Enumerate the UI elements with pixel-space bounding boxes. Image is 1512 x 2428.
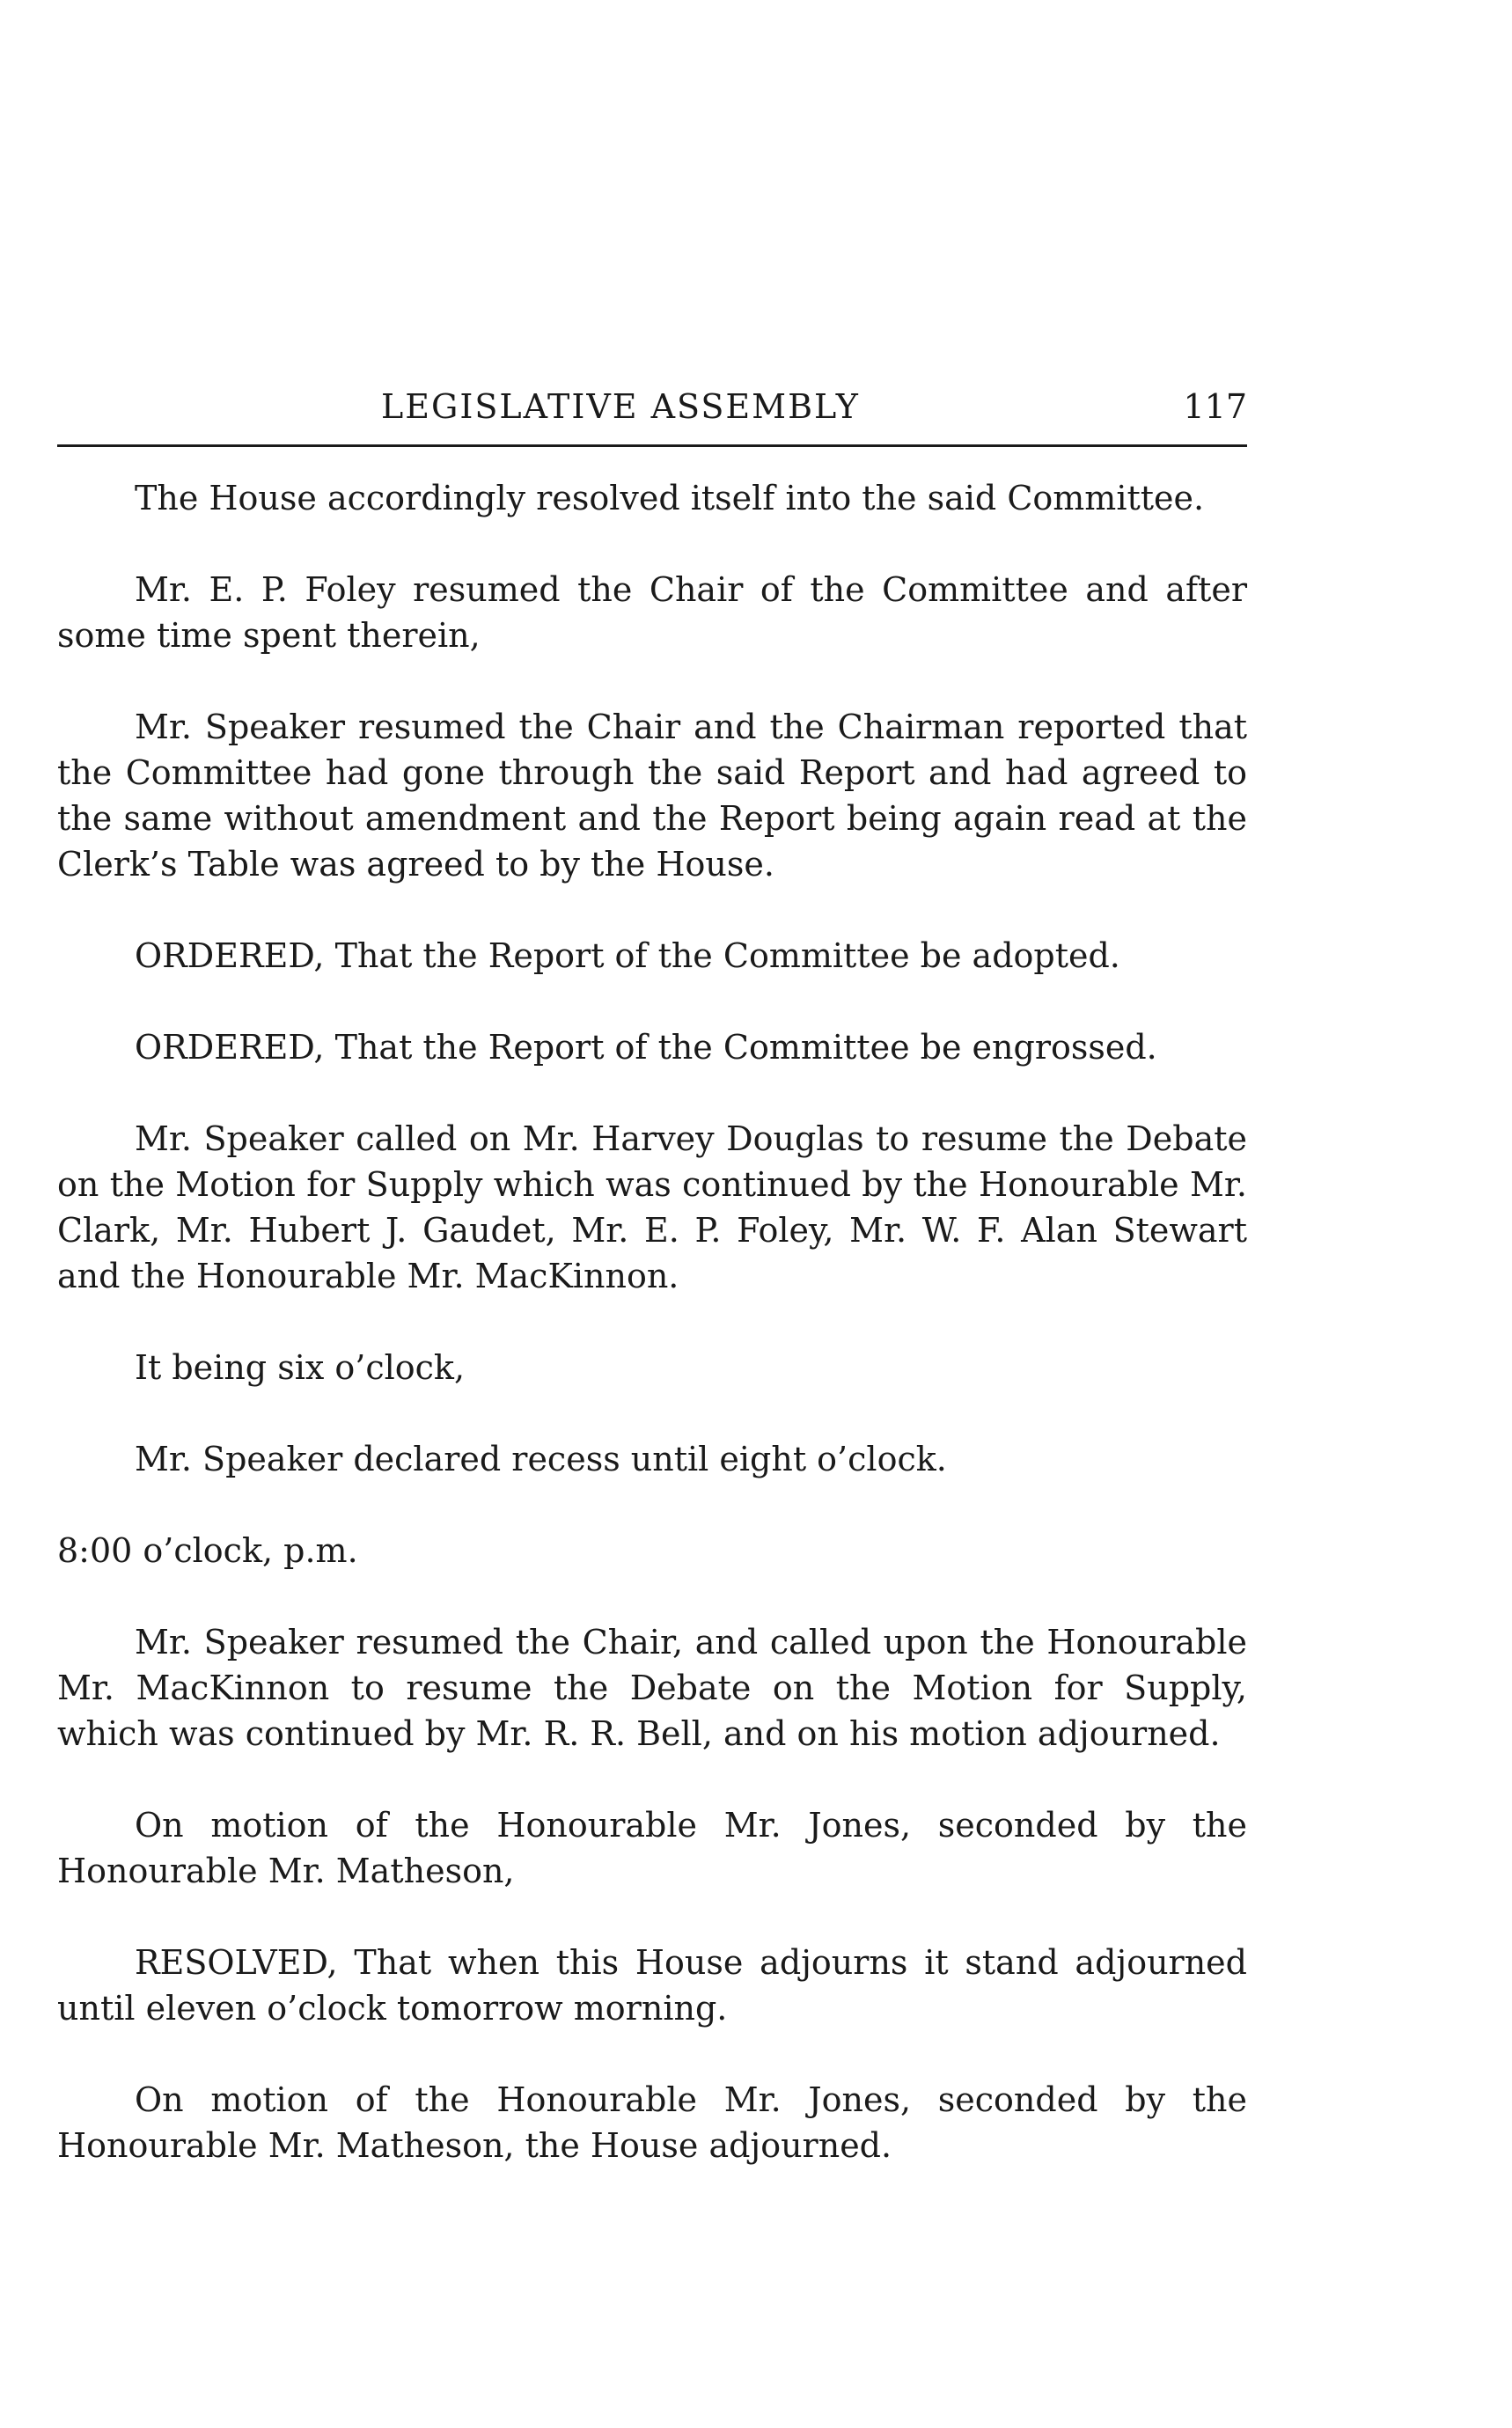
running-title: LEGISLATIVE ASSEMBLY [381,387,860,426]
paragraph: On motion of the Honourable Mr. Jones, seconded by the Honourable Mr. Matheson, [57,1806,1247,1890]
paragraph: RESOLVED, That when this House adjourns it stand adjourned until eleven o’clock tomorrow morning. [57,1943,1247,2028]
time-stamp: 8:00 o’clock, p.m. [57,1531,358,1570]
paragraph: On motion of the Honourable Mr. Jones, seconded by the Honourable Mr. Matheson, the House adjourned. [57,2080,1247,2165]
body-text [57,475,1247,2214]
paragraph: Mr. E. P. Foley resumed the Chair of the Committee and after some time spent therein, [57,570,1247,655]
paragraph: Mr. Speaker declared recess until eight o’clock. [135,1440,947,1478]
paragraph: It being six o’clock, [135,1348,466,1387]
document-page [57,0,1247,2428]
page-header [57,380,1247,433]
paragraph: The House accordingly resolved itself into the said Committee. [135,479,1205,517]
paragraph: Mr. Speaker called on Mr. Harvey Douglas to resume the Debate on the Motion for Supply which was continued by the Honourable Mr. Clark, Mr. Hubert J. Gaudet, Mr. E. P. Foley, Mr. W. F. Alan Stewart and the Honourable Mr. MacKinnon. [57,1119,1247,1295]
paragraph: ORDERED, That the Report of the Committee be engrossed. [135,1028,1157,1067]
paragraph: ORDERED, That the Report of the Committee be adopted. [135,936,1120,975]
header-rule [57,444,1247,447]
paragraph: Mr. Speaker resumed the Chair, and called upon the Honourable Mr. MacKinnon to resume the Debate on the Motion for Supply, which was continued by Mr. R. R. Bell, and on his motion adjourned. [57,1623,1247,1753]
paragraph: Mr. Speaker resumed the Chair and the Chairman reported that the Committee had gone through the said Report and had agreed to the same without amendment and the Report being again read at the Clerk’s Table was agreed to by the House. [57,708,1247,884]
page-number: 117 [1183,387,1247,426]
